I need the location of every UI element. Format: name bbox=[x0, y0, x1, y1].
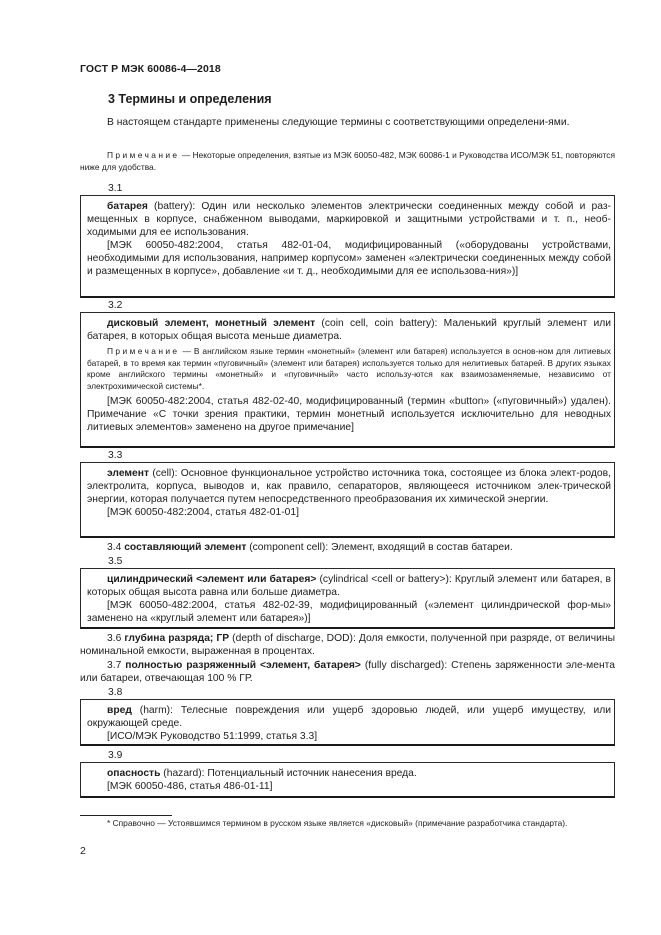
term-box-3-3 bbox=[80, 462, 615, 538]
term-number-3-1: 3.1 bbox=[108, 183, 123, 194]
term-name: элемент bbox=[107, 468, 150, 479]
term-def-text: (coin cell, coin battery): Маленький круглый элемент или батарея, в которых общая высота меньше диаметра. bbox=[87, 318, 612, 342]
term-note bbox=[87, 346, 611, 392]
footnote: * Справочно — Устоявшимся термином в русском языке является «дисковый» (примечание разработчика стандарта). bbox=[107, 818, 568, 828]
note-label: Примечание bbox=[107, 346, 180, 356]
term-def-text: (battery): Один или несколько элементов электрически соединенных между собой и раз-мещенных в корпусе, снабженном выводами, маркировкой и защитными устройствами и т. п., необ-ходимыми для ее использования. bbox=[87, 201, 611, 238]
term-reference: [МЭК 60050-486, статья 486-01-11] bbox=[107, 781, 273, 792]
term-number-3-6: 3.6 bbox=[107, 633, 122, 644]
term-name: батарея bbox=[107, 201, 148, 212]
page-number: 2 bbox=[80, 845, 86, 857]
term-reference: [МЭК 60050-482:2004, статья 482-02-39, модифицированный («элемент цилиндрической фор-мы» заменено на «круглый элемент или батарея»)] bbox=[87, 600, 611, 624]
term-3-4 bbox=[80, 541, 615, 554]
term-3-7 bbox=[80, 659, 615, 685]
footnote-divider bbox=[80, 815, 172, 816]
term-box-3-1 bbox=[80, 195, 615, 298]
term-box-3-2 bbox=[80, 312, 615, 448]
term-def-text: (hazard): Потенциальный источник нанесения вреда. bbox=[160, 768, 417, 779]
term-def-text: (fully discharged): Степень заряженности эле-мента или батареи, отвечающая 100 % ГР. bbox=[80, 660, 615, 684]
term-number-3-4: 3.4 bbox=[107, 542, 122, 553]
term-definition bbox=[87, 704, 611, 730]
term-number-3-3: 3.3 bbox=[108, 450, 123, 461]
term-3-6 bbox=[80, 632, 615, 658]
term-reference: [МЭК 60050-482:2004, статья 482-01-04, модифицированный («оборудованы устройствами, необходимыми для использования, например корпусом» заменен «электрически соединенных между собой и размещенных в корпусе», добавление «и т. д., необходимыми для ее использова-ния»)] bbox=[87, 240, 611, 277]
note-general bbox=[80, 150, 615, 173]
term-name: полностью разряженный <элемент, батарея> bbox=[125, 660, 361, 671]
term-name: глубина разряда; ГР bbox=[124, 633, 230, 644]
term-number-3-2: 3.2 bbox=[108, 300, 123, 311]
term-reference: [МЭК 60050-482:2004, статья 482-02-40, модифицированный (термин «button» («пуговичный») удален). Примечание «С точки зрения практики, термин монетный используется исключительно для неводных литиевых элементов» заменено на другое примечание] bbox=[87, 396, 611, 433]
term-box-3-9 bbox=[80, 762, 615, 798]
term-number-3-5: 3.5 bbox=[108, 556, 123, 567]
term-definition bbox=[87, 317, 611, 343]
term-definition bbox=[87, 200, 611, 239]
term-def-text: (cell): Основное функциональное устройство источника тока, состоящее из блока элект-родов, электролита, корпуса, выводов и, как правило, сепараторов, являющееся источником элек-трической энергии, которая получается путем непосредственного преобразования их химической энергии. bbox=[87, 468, 611, 505]
document-header: ГОСТ Р МЭК 60086-4—2018 bbox=[80, 63, 221, 75]
term-def-text: (depth of discharge, DOD): Доля емкости, полученной при разряде, от величины номинальной емкости, выраженная в процентах. bbox=[80, 633, 615, 657]
note-text: — Некоторые определения, взятые из МЭК 60050-482, МЭК 60086-1 и Руководства ИСО/МЭК 51, повторяются ниже для удобства. bbox=[80, 150, 615, 172]
note-text: — В английском языке термин «монетный» (элемент или батарея) используется в основ-ном для литиевых батарей, в то время как термин «пуговичный» (элемент или батарея) используется только для нелитиевых батарей. В других языках кроме английского термины «монетный» и «пуговичный» часто использу-ются как взаимозаменяемые, независимо от электрохимической системы*. bbox=[87, 346, 611, 391]
term-name: опасность bbox=[107, 768, 161, 779]
term-number-3-8: 3.8 bbox=[108, 687, 123, 698]
term-reference: [МЭК 60050-482:2004, статья 482-01-01] bbox=[107, 507, 300, 518]
term-def-text: (component cell): Элемент, входящий в состав батареи. bbox=[246, 542, 513, 553]
term-name: цилиндрический <элемент или батарея> bbox=[107, 574, 317, 585]
term-box-3-5 bbox=[80, 568, 615, 629]
term-name: вред bbox=[107, 705, 132, 716]
term-name: составляющий элемент bbox=[124, 542, 247, 553]
term-definition bbox=[87, 467, 611, 506]
section-title: 3 Термины и определения bbox=[108, 92, 272, 106]
term-number-3-9: 3.9 bbox=[108, 750, 123, 761]
term-name: дисковый элемент, монетный элемент bbox=[107, 318, 316, 329]
term-definition bbox=[87, 767, 611, 780]
term-def-text: (harm): Телесные повреждения или ущерб здоровью людей, или ущерб имуществу, или окружающей среде. bbox=[87, 705, 611, 729]
term-definition bbox=[87, 573, 611, 599]
term-reference: [ИСО/МЭК Руководство 51:1999, статья 3.3] bbox=[107, 731, 318, 742]
term-number-3-7: 3.7 bbox=[107, 660, 122, 671]
note-label: Примечание bbox=[107, 150, 180, 160]
term-box-3-8 bbox=[80, 699, 615, 746]
term-def-text: (cylindrical <cell or battery>): Круглый элемент или батарея, в которых общая высота равна или больше диаметра. bbox=[87, 574, 611, 598]
intro-paragraph: В настоящем стандарте применены следующие термины с соответствующими определени-ями. bbox=[107, 117, 570, 128]
